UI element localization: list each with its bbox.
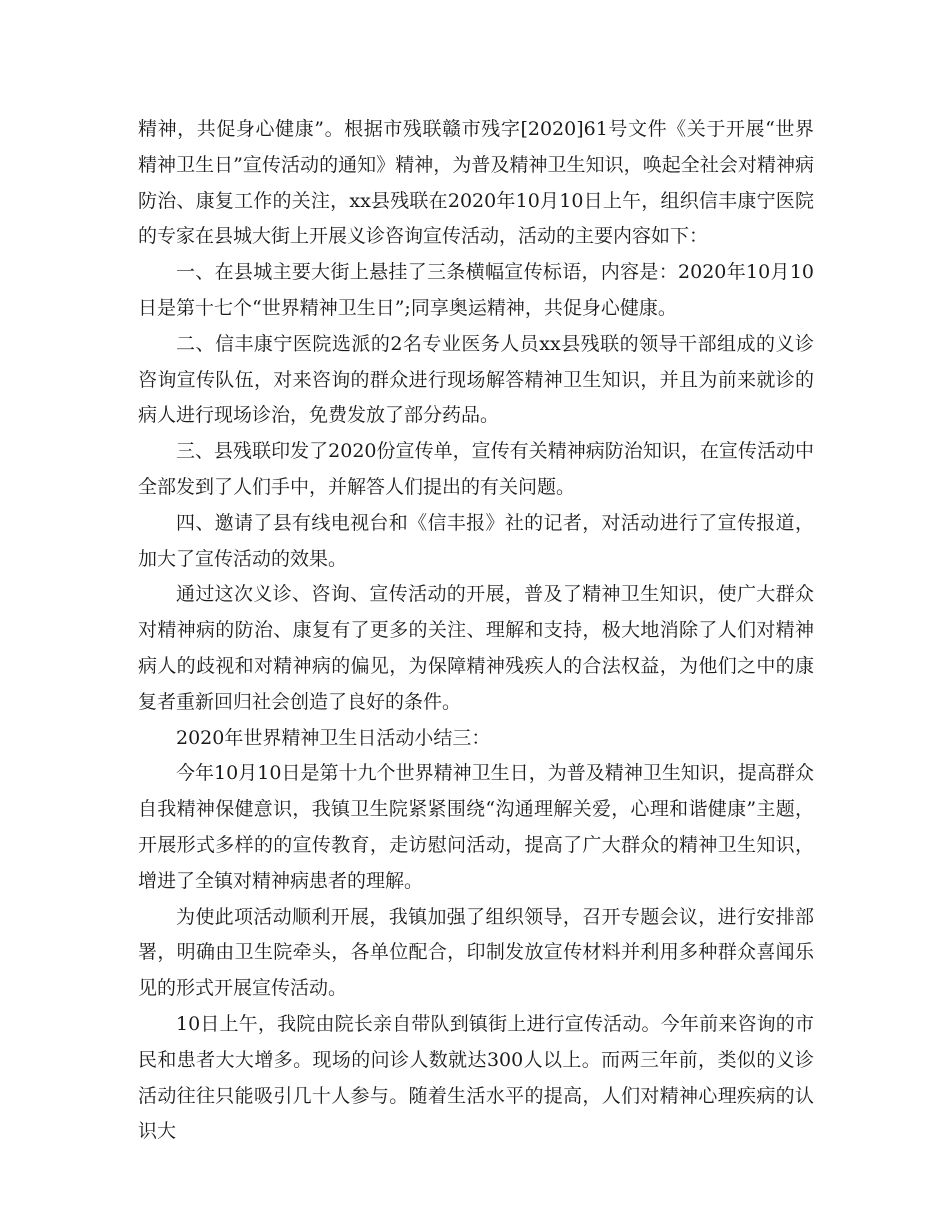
paragraph-4: 三、县残联印发了2020份宣传单，宣传有关精神病防治知识，在宣传活动中全部发到了人们手中，并解答人们提出的有关问题。 — [138, 440, 814, 498]
paragraph-1: 精神，共促身心健康”。根据市残联赣市残字[2020]61号文件《关于开展“世界精神卫生日”宣传活动的通知》精神，为普及精神卫生知识，唤起全社会对精神病防治、康复工作的关注，xx县残联在2020年10月10日上午，组织信丰康宁医院的专家在县城大街上开展义诊咨询宣传活动，活动的主要内容如下： — [138, 118, 814, 248]
paragraph-9: 10日上午，我院由院长亲自带队到镇街上进行宣传活动。今年前来咨询的市民和患者大大增多。现场的问诊人数就达300人以上。而两三年前，类似的义诊活动往往只能吸引几十人参与。随着生活水平的提高，人们对精神心理疾病的认识大 — [138, 1012, 814, 1143]
document-body — [138, 112, 814, 1150]
paragraph-2: 一、在县城主要大街上悬挂了三条横幅宣传标语，内容是：2020年10月10日是第十七个“世界精神卫生日”;同享奥运精神，共促身心健康。 — [138, 261, 814, 319]
section-heading: 2020年世界精神卫生日活动小结三： — [176, 726, 491, 749]
paragraph-6: 通过这次义诊、咨询、宣传活动的开展，普及了精神卫生知识，使广大群众对精神病的防治、康复有了更多的关注、理解和支持，极大地消除了人们对精神病人的歧视和对精神病的偏见，为保障精神残疾人的合法权益，为他们之中的康复者重新回归社会创造了良好的条件。 — [138, 583, 814, 713]
paragraph-3: 二、信丰康宁医院选派的2名专业医务人员xx县残联的领导干部组成的义诊咨询宣传队伍，对来咨询的群众进行现场解答精神卫生知识，并且为前来就诊的病人进行现场诊治，免费发放了部分药品。 — [138, 332, 814, 427]
paragraph-7: 今年10月10日是第十九个世界精神卫生日，为普及精神卫生知识，提高群众自我精神保健意识，我镇卫生院紧紧围绕“沟通理解关爱，心理和谐健康”主题，开展形式多样的的宣传教育，走访慰问活动，提高了广大群众的精神卫生知识，增进了全镇对精神病患者的理解。 — [138, 762, 814, 892]
paragraph-8: 为使此项活动顺利开展，我镇加强了组织领导，召开专题会议，进行安排部署，明确由卫生院牵头，各单位配合，印制发放宣传材料并利用多种群众喜闻乐见的形式开展宣传活动。 — [138, 905, 814, 1000]
paragraph-5: 四、邀请了县有线电视台和《信丰报》社的记者，对活动进行了宣传报道，加大了宣传活动的效果。 — [138, 511, 814, 570]
